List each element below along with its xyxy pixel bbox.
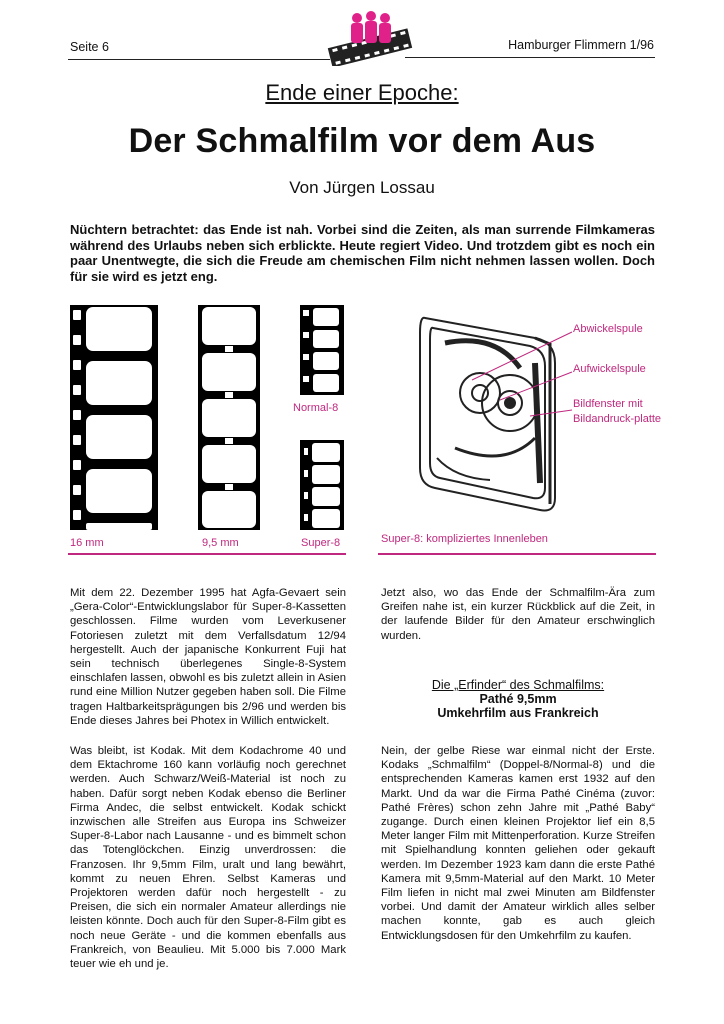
figure-rule-right: [378, 553, 656, 555]
film-strip-super8: [300, 440, 344, 530]
pointer-lines: [460, 320, 575, 420]
right-column-paragraph-1: Jetzt also, wo das Ende der Schmalfilm-Ära zum Greifen nahe ist, ein kurzer Rückblick auf die Zeit, in der laufende Bilder für den Amateur erschwinglich wurden.: [381, 587, 655, 642]
label-super8: Super-8: [301, 537, 341, 549]
label-9-5mm: 9,5 mm: [202, 537, 239, 549]
label-abwickelspule: Abwickelspule: [573, 323, 643, 335]
subheading-kicker: Die „Erfinder“ des Schmalfilms:: [431, 678, 605, 692]
page-number: Seite 6: [70, 40, 109, 54]
film-strip-16mm: [70, 305, 158, 530]
header-rule-right: [405, 57, 655, 58]
article-lead: Nüchtern betrachtet: das Ende ist nah. Vorbei sind die Zeiten, als man surrende Filmkameras während des Urlaubs neben sich erblickte. Heute regiert Video. Und trotzdem gibt es noch ein paar Unentwegte, die sich die Freude am chemischen Film nicht nehmen lassen wollen. Doch für sie wird es jetzt eng.: [70, 222, 655, 284]
left-column-paragraph-1: Mit dem 22. Dezember 1995 hat Agfa-Gevaert sein „Gera-Color“-Entwicklungslabor für Super-8-Kassetten geschlossen. Filme wurden vom Leverkusener Fotoriesen zuletzt mit dem Verfallsdatum 12/94 hergestellt. Auch der japanische Konkurrent Fuji hat sein technisch überlegenes Single-8-System einschlafen lassen, obwohl es bis zuletzt allein in Asien rund eine Million Nutzer gegeben haben soll. Die Filme tragen Haltbarkeitsprägungen bis 2/96 und werden bis Ende dieses Jahres bei Photex in Willich entwickelt.: [70, 587, 346, 727]
label-16mm: 16 mm: [70, 537, 104, 549]
label-aufwickelspule: Aufwickelspule: [573, 363, 646, 375]
left-column-paragraph-2: Was bleibt, ist Kodak. Mit dem Kodachrome 40 und dem Ektachrome 160 kann vorläufig noch gerechnet werden. Auch Schwarz/Weiß-Material ist noch zu haben. Dafür sorgt neben Kodak ebenso die Berliner Firma Andec, die selbst entwickelt. Kodak schickt inzwischen alle Streifen aus Europa ins Schweizer Super-8-Labor nach Lausanne - und es bimmelt schon das Totenglöckchen. Einzig unverdrossen: die Franzosen. Ihr 9,5mm Film, uralt und lang bewährt, kommt zu neuen Ehren. Selbst Kameras und Projektoren werden dafür noch hergestellt - zu Preisen, die sich ein normaler Amateur allerdings nie leisten könnte. Doch auch für den Super-8-Film gibt es noch neue Geräte - und die kommen ebenfalls aus Frankreich, von Beaulieu. Mit 5.000 bis 7.000 Mark teuer wie eh und je.: [70, 745, 346, 971]
article-title: Der Schmalfilm vor dem Aus: [128, 122, 596, 160]
label-bildfenster: Bildfenster mit Bildandruck-platte: [573, 398, 662, 425]
article-author: Von Jürgen Lossau: [289, 178, 435, 197]
article-kicker: Ende einer Epoche:: [265, 80, 459, 105]
figure-rule-left: [68, 553, 346, 555]
cassette-caption: Super-8: kompliziertes Innenleben: [381, 533, 548, 545]
label-normal8: Normal-8: [293, 402, 339, 414]
subheading-title-1: Pathé 9,5mm: [479, 692, 557, 706]
subheading-title-2: Umkehrfilm aus Frankreich: [437, 706, 599, 720]
film-strip-people-logo-icon: [325, 8, 415, 66]
header-rule-left: [68, 59, 330, 60]
film-strip-normal8: [300, 305, 344, 395]
right-column-paragraph-2: Nein, der gelbe Riese war einmal nicht der Erste. Kodaks „Schmalfilm“ (Doppel-8/Normal-8) und die entsprechenden Kameras kamen erst 1932 auf den Markt. Und da war die Firma Pathé Cinéma (zuvor: Pathé Frères) schon zehn Jahre mit „Pathé Baby“ zugange. Durch einen kleinen Projektor lief ein 8,5 Meter langer Film mit Mittenperforation. Kurze Streifen mit Spielhandlung konnten geliehen oder gekauft werden. Im Dezember 1923 kam dann die erste Pathé Kamera mit 9,5mm-Material auf den Markt. 10 Meter Film liefen in nicht mal zwei Minuten am Bildfenster vorbei. Und damit der Amateur wirklich alles selber machen konnte, gab es auch gleich Entwicklungsdosen für den Umkehrfilm zu kaufen.: [381, 745, 655, 942]
film-strip-9-5mm: [198, 305, 260, 530]
publication-name: Hamburger Flimmern 1/96: [508, 38, 654, 52]
